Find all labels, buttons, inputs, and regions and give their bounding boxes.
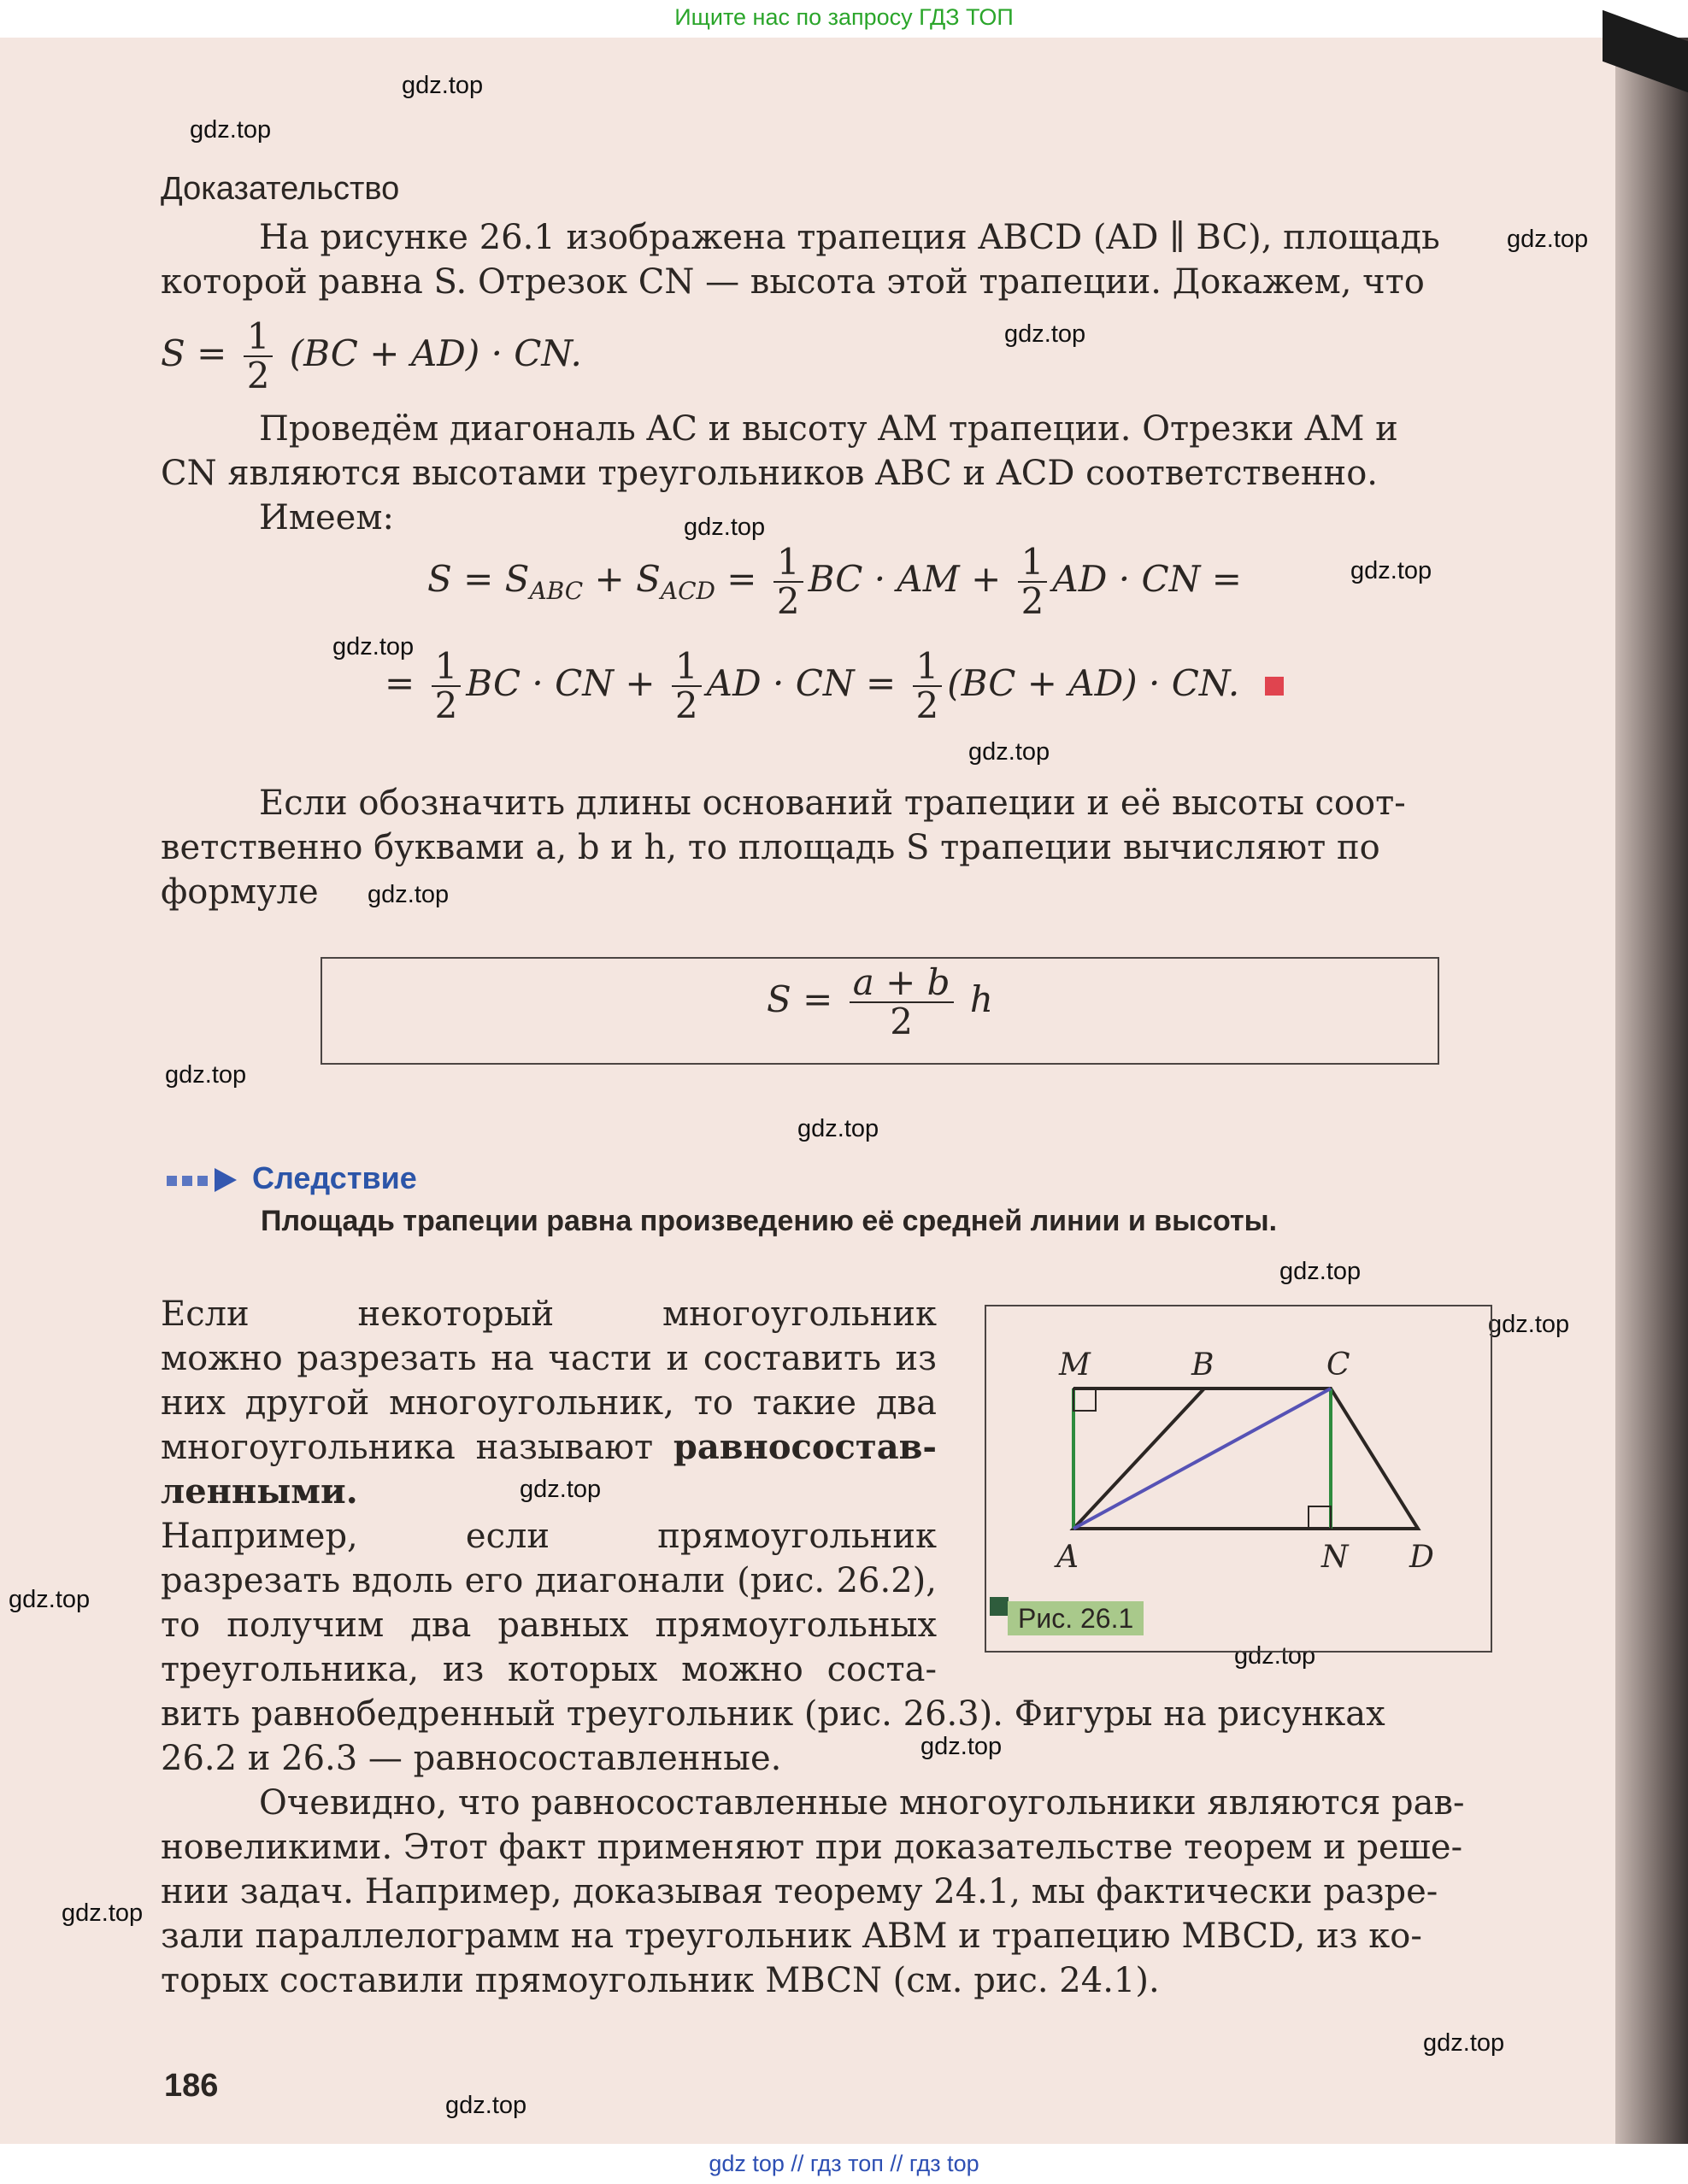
qed-square xyxy=(1265,677,1284,696)
right-angle-mark-n xyxy=(1309,1506,1331,1529)
fraction: $\frac{1}{2}$ xyxy=(244,318,273,395)
text-line: них другой многоугольник, то такие два xyxy=(161,1383,937,1423)
watermark: gdz.top xyxy=(402,72,484,99)
watermark: gdz.top xyxy=(797,1115,879,1142)
text-line: треугольника, из которых можно соста- xyxy=(161,1650,937,1689)
text-line: ленными. xyxy=(161,1471,358,1512)
right-angle-mark-m xyxy=(1073,1388,1096,1411)
text-line: нии задач. Например, доказывая теорему 24.1, мы фактически разре- xyxy=(161,1872,1438,1911)
fraction: $\frac{1}{2}$ xyxy=(773,543,803,620)
text-line: можно разрезать на части и составить из xyxy=(161,1339,937,1378)
formula-area-statement: S = $\frac{1}{2}$ (BC + AD) · CN. xyxy=(161,315,582,396)
watermark: gdz.top xyxy=(968,738,1050,766)
text-line: Если обозначить длины оснований трапеции и её высоты соот- xyxy=(259,784,1406,823)
text-line: CN являются высотами треугольников ABC и ACD соответственно. xyxy=(161,454,1378,493)
fraction: $\frac{a + b}{2}$ xyxy=(850,964,954,1041)
proof-heading: Доказательство xyxy=(161,171,400,207)
watermark: gdz.top xyxy=(684,514,766,541)
fraction: $\frac{1}{2}$ xyxy=(432,648,462,725)
watermark: gdz.top xyxy=(1350,557,1432,584)
paragraph-5 xyxy=(161,1781,1487,2003)
paragraph-3 xyxy=(161,781,1487,914)
label-b: B xyxy=(1191,1347,1215,1383)
paragraph-2 xyxy=(161,407,1487,540)
text-line: вить равнобедренный треугольник (рис. 26.3). Фигуры на рисунках xyxy=(161,1694,1385,1734)
trapezoid-abcd xyxy=(1073,1388,1418,1529)
watermark: gdz.top xyxy=(520,1476,602,1503)
text-line: На рисунке 26.1 изображена трапеция ABCD (AD ∥ BC), площадь xyxy=(259,218,1440,257)
watermark: gdz.top xyxy=(1507,226,1589,253)
watermark: gdz.top xyxy=(62,1899,144,1927)
label-a: A xyxy=(1056,1540,1079,1575)
text-line: ветственно буквами a, b и h, то площадь S трапеции вычисляют по xyxy=(161,828,1380,867)
paragraph-4-left-column xyxy=(161,1292,937,1692)
text-line: зали параллелограмм на треугольник ABM и трапецию MBCD, из ко- xyxy=(161,1917,1422,1956)
text-line: Например, если прямоугольник xyxy=(161,1517,937,1556)
text-line: многоугольника называют равносостав- xyxy=(161,1427,937,1467)
label-m: M xyxy=(1059,1347,1091,1383)
watermark: gdz.top xyxy=(445,2092,527,2119)
watermark: gdz.top xyxy=(332,633,415,660)
corollary-label: Следствие xyxy=(167,1160,417,1193)
watermark: gdz.top xyxy=(165,1061,247,1089)
fraction: $\frac{1}{2}$ xyxy=(913,648,943,725)
fraction: $\frac{1}{2}$ xyxy=(672,648,702,725)
text-line: 26.2 и 26.3 — равносоставленные. xyxy=(161,1739,782,1778)
text-line: Имеем: xyxy=(259,498,394,537)
text-line: разрезать вдоль его диагонали (рис. 26.2), xyxy=(161,1561,937,1600)
text-line: Проведём диагональ AC и высоту AM трапеции. Отрезки AM и xyxy=(259,409,1398,449)
watermark: gdz.top xyxy=(9,1586,91,1613)
text-line: то получим два равных прямоугольных xyxy=(161,1606,937,1645)
text-line: формуле xyxy=(161,872,319,912)
watermark: gdz.top xyxy=(1279,1258,1362,1285)
page-number: 186 xyxy=(164,2068,219,2104)
watermark: gdz.top xyxy=(1004,320,1086,348)
fraction: $\frac{1}{2}$ xyxy=(1018,543,1048,620)
watermark: gdz.top xyxy=(1234,1642,1316,1670)
arrow-icon xyxy=(167,1168,237,1192)
label-d: D xyxy=(1409,1540,1434,1575)
watermark: gdz.top xyxy=(920,1733,1003,1760)
trapezoid-area-formula-box xyxy=(321,957,1439,1065)
formula-derivation-2: = $\frac{1}{2}$ BC · CN + $\frac{1}{2}$ AD · CN = $\frac{1}{2}$ (BC + AD) · CN. xyxy=(385,648,1284,725)
boxed-formula: S = $\frac{a + b}{2}$ h xyxy=(767,961,993,1042)
diagonal-ac xyxy=(1073,1388,1331,1529)
paragraph-1 xyxy=(161,215,1487,304)
paragraph-4-continuation xyxy=(161,1692,1487,1781)
text-line: Очевидно, что равносоставленные многоугольники являются рав- xyxy=(259,1783,1465,1823)
label-c: C xyxy=(1326,1347,1350,1383)
label-n: N xyxy=(1321,1540,1349,1575)
text-line: Если некоторый многоугольник xyxy=(161,1295,937,1334)
caption-marker xyxy=(990,1597,1009,1616)
top-banner: Ищите нас по запросу ГДЗ ТОП xyxy=(0,0,1688,38)
watermark: gdz.top xyxy=(190,116,272,144)
watermark: gdz.top xyxy=(368,881,450,908)
formula-derivation-1: $S = S_{ABC} + S_{ACD}$ = $\frac{1}{2}$ BC · AM + $\frac{1}{2}$ AD · CN = xyxy=(427,541,1242,622)
text-line: новеликими. Этот факт применяют при доказательстве теорем и реше- xyxy=(161,1828,1463,1867)
trapezoid-diagram xyxy=(986,1306,1491,1651)
footer-links[interactable]: gdz top // гдз топ // гдз top xyxy=(0,2144,1688,2184)
figure-26-1 xyxy=(985,1305,1492,1653)
page-edge xyxy=(1615,38,1688,2144)
corollary-text: Площадь трапеции равна произведению её средней линии и высоты. xyxy=(261,1205,1278,1237)
watermark: gdz.top xyxy=(1423,2029,1505,2057)
text-line: торых составили прямоугольник MBCN (см. рис. 24.1). xyxy=(161,1961,1160,2000)
figure-caption: Рис. 26.1 xyxy=(1008,1601,1144,1635)
text-line: которой равна S. Отрезок CN — высота этой трапеции. Докажем, что xyxy=(161,262,1425,302)
watermark: gdz.top xyxy=(1488,1311,1570,1338)
